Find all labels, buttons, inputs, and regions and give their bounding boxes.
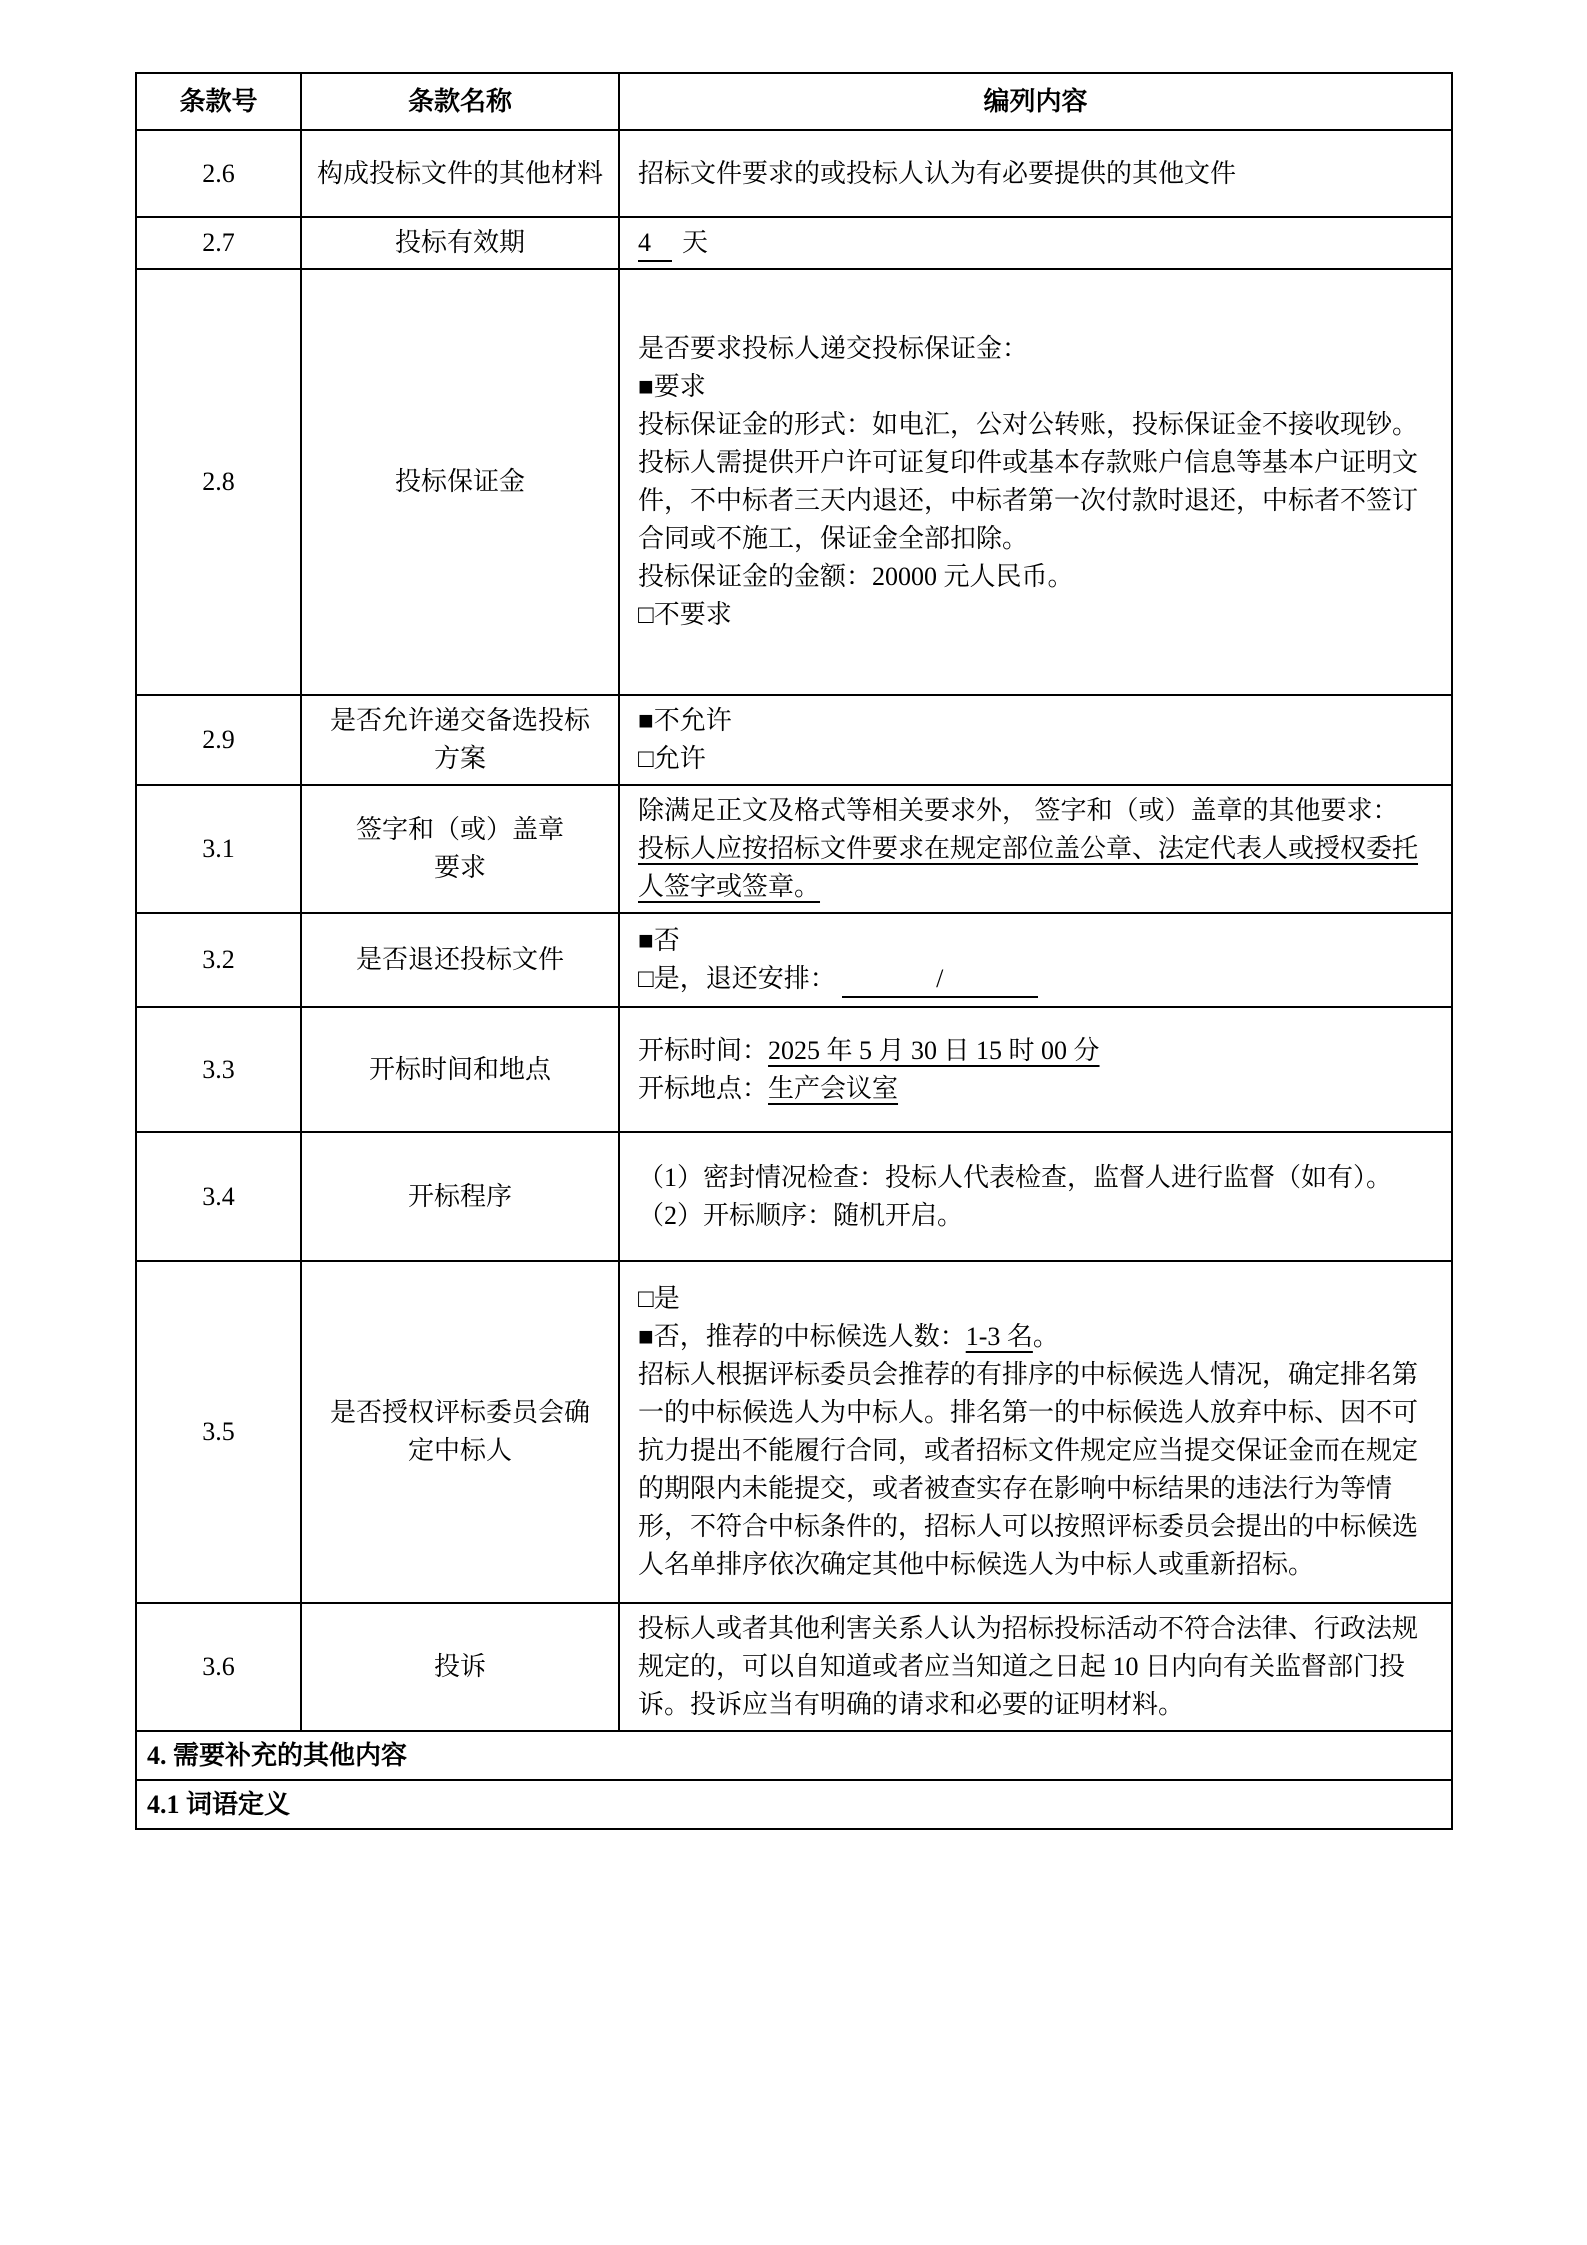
clause-content [620, 914, 1451, 1006]
content-line: 除满足正文及格式等相关要求外， 签字和（或）盖章的其他要求： [638, 796, 1399, 825]
clause-name-line: 是否允许递交备选投标 [329, 706, 590, 735]
option-label: □是，退还安排： [638, 964, 836, 993]
clause-no: 3.6 [137, 1604, 302, 1730]
content-line [638, 1070, 1437, 1108]
field-label: 开标时间： [638, 1035, 769, 1065]
clause-name: 投标保证金 [302, 270, 620, 694]
clause-name [302, 696, 620, 784]
bid-opening-time: 2025 年 5 月 30 日 15 时 00 分 [768, 1035, 1100, 1065]
clause-no: 3.4 [137, 1133, 302, 1260]
clause-name: 构成投标文件的其他材料 [302, 131, 620, 216]
field-label: 开标地点： [638, 1073, 769, 1103]
checkbox-option-required: ■要求 [638, 372, 706, 401]
section-row-4-1 [137, 1779, 1451, 1828]
clause-content [620, 131, 1451, 216]
table-row-3-4 [137, 1131, 1451, 1260]
table-row-3-6 [137, 1602, 1451, 1730]
clause-no: 3.5 [137, 1262, 302, 1602]
bid-opening-place: 生产会议室 [768, 1073, 899, 1103]
content-paragraph: 投标人或者其他利害关系人认为招标投标活动不符合法律、行政法规规定的，可以自知道或者应当知道之日起 10 日内向有关监督部门投诉。投诉应当有明确的请求和必要的证明材料。 [638, 1614, 1419, 1719]
clause-name-line: 要求 [433, 853, 486, 882]
checkbox-option-no: ■否 [638, 926, 680, 955]
content-line: （1）密封情况检查：投标人代表检查，监督人进行监督（如有）。 [638, 1162, 1393, 1192]
content-line: 投标保证金的金额：20000 元人民币。 [638, 562, 1074, 591]
checkbox-option-yes: □是 [638, 1284, 680, 1313]
empty-blank-return-arrangement: / [842, 962, 1038, 998]
clause-name: 投诉 [302, 1604, 620, 1730]
clause-no: 3.3 [137, 1008, 302, 1131]
checkbox-option-yes [638, 960, 1437, 998]
table-row-3-5 [137, 1260, 1451, 1602]
option-suffix: 。 [1032, 1322, 1059, 1351]
section-row-4 [137, 1730, 1451, 1779]
clause-no: 3.1 [137, 786, 302, 912]
section-title: 4. 需要补充的其他内容 [147, 1740, 408, 1770]
clause-no: 2.7 [137, 218, 302, 268]
table-row-2-8 [137, 268, 1451, 694]
clause-name: 开标程序 [302, 1133, 620, 1260]
content-paragraph: 招标人根据评标委员会推荐的有排序的中标候选人情况，确定排名第一的中标候选人为中标人。排名第一的中标候选人放弃中标、因不可抗力提出不能履行合同，或者招标文件规定应当提交保证金而在规定的期限内未能提交，或者被查实存在影响中标结果的违法行为等情形，不符合中标条件的，招标人可以按照评标委员会提出的中标候选人名单排序依次确定其他中标候选人为中标人或重新招标。 [638, 1360, 1419, 1579]
checkbox-option-not-required: □不要求 [638, 600, 732, 629]
clause-name-line: 是否授权评标委员会确 [329, 1398, 590, 1427]
underlined-requirement: 投标人应按招标文件要求在规定部位盖公章、法定代表人或授权委托人签字或签章。 [638, 834, 1419, 901]
clause-content [620, 1604, 1451, 1730]
clause-name: 投标有效期 [302, 218, 620, 268]
clause-content [620, 1262, 1451, 1602]
content-line: 是否要求投标人递交投标保证金： [638, 334, 1029, 363]
candidate-count: 1-3 名 [965, 1322, 1033, 1351]
clause-content [620, 1133, 1451, 1260]
clause-name-line: 定中标人 [407, 1436, 512, 1465]
table-row-2-9 [137, 694, 1451, 784]
content-line: 招标文件要求的或投标人认为有必要提供的其他文件 [638, 158, 1237, 188]
clause-content [620, 218, 1451, 268]
clause-content [620, 696, 1451, 784]
table-header-row [137, 74, 1451, 129]
clause-name: 开标时间和地点 [302, 1008, 620, 1131]
clause-no: 3.2 [137, 914, 302, 1006]
clause-name-line: 签字和（或）盖章 [355, 815, 564, 844]
clause-no: 2.9 [137, 696, 302, 784]
checkbox-option-no [638, 1318, 1437, 1356]
table-row-3-2 [137, 912, 1451, 1006]
content-line [638, 224, 1437, 262]
content-paragraph: 投标保证金的形式：如电汇，公对公转账，投标保证金不接收现钞。投标人需提供开户许可证复印件或基本存款账户信息等基本户证明文件，不中标者三天内退还，中标者第一次付款时退还，中标者不签订合同或不施工，保证金全部扣除。 [638, 410, 1419, 553]
section-title: 4.1 词语定义 [147, 1789, 291, 1819]
unit-label: 天 [682, 228, 709, 257]
option-label: ■否，推荐的中标候选人数： [638, 1322, 966, 1351]
checkbox-option-not-allowed: ■不允许 [638, 706, 732, 735]
header-content: 编列内容 [983, 86, 1088, 116]
table-row-3-1 [137, 784, 1451, 912]
clause-content [620, 786, 1451, 912]
filled-blank-validity-days: 4 [638, 226, 672, 262]
clause-no: 2.6 [137, 131, 302, 216]
content-line [638, 1032, 1437, 1070]
table-row-3-3 [137, 1006, 1451, 1131]
content-paragraph [638, 830, 1437, 906]
table-row-2-6 [137, 129, 1451, 216]
clause-name [302, 1262, 620, 1602]
table-row-2-7 [137, 216, 1451, 268]
checkbox-option-allowed: □允许 [638, 744, 706, 773]
clause-no: 2.8 [137, 270, 302, 694]
content-line: （2）开标顺序：随机开启。 [638, 1200, 964, 1230]
clause-content [620, 270, 1451, 694]
header-clause-name: 条款名称 [302, 74, 620, 129]
clause-name: 是否退还投标文件 [302, 914, 620, 1006]
clause-table [135, 72, 1453, 1830]
clause-name [302, 786, 620, 912]
clause-name-line: 方案 [433, 744, 486, 773]
clause-content [620, 1008, 1451, 1131]
header-clause-no: 条款号 [137, 74, 302, 129]
